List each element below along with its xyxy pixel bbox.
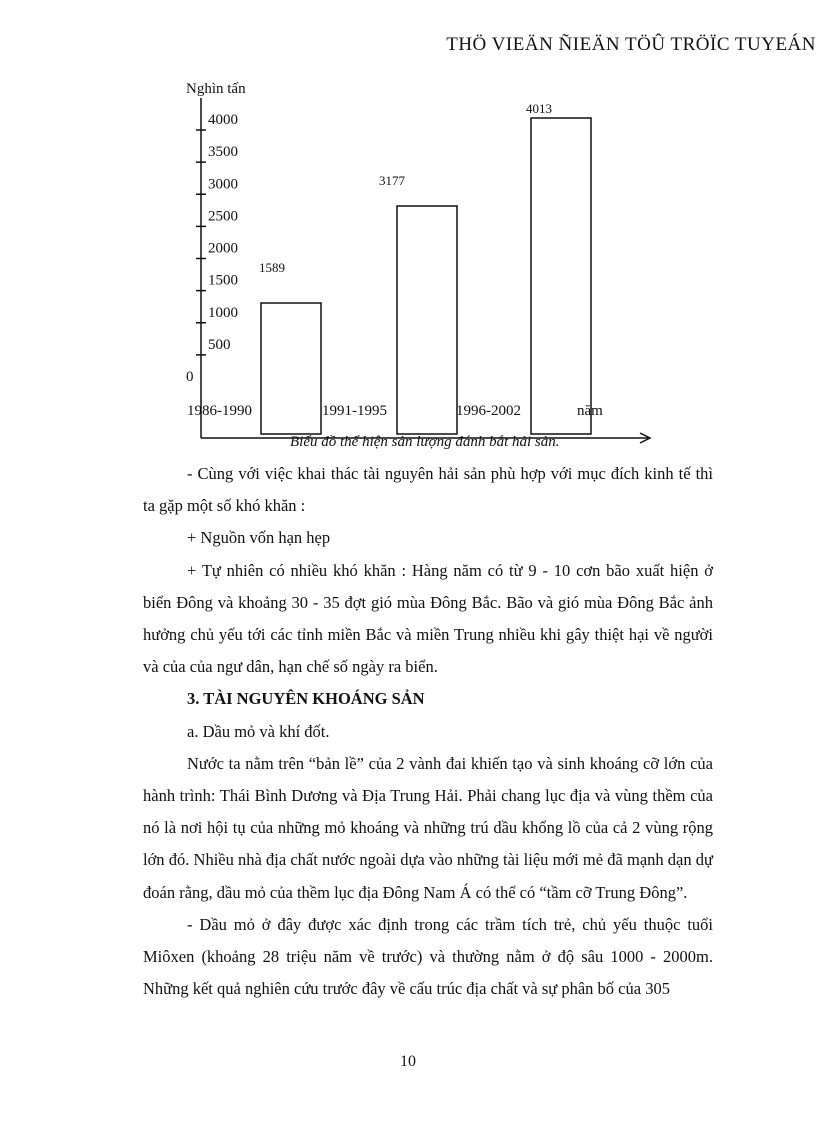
- bar: [397, 206, 457, 434]
- data-label: 3177: [379, 173, 405, 188]
- y-tick-label: 2500: [208, 208, 238, 225]
- y-tick-label: 500: [208, 336, 231, 353]
- body-text: [143, 458, 713, 1005]
- paragraph-oil: - Dầu mỏ ở đây được xác định trong các trầm tích trẻ, chủ yếu thuộc tuổi Miôxen (khoảng 28 triệu năm về trước) và thường nằm ở độ sâu 1000 - 2000m. Những kết quả nghiên cứu trước đây về cấu trúc địa chất và sự phân bố của 305: [143, 914, 713, 999]
- y-tick-label: 1000: [208, 304, 238, 321]
- page-number: 10: [400, 1053, 416, 1070]
- paragraph-geology: Nước ta nằm trên “bản lề” của 2 vành đai khiến tạo và sinh khoáng cỡ lớn của hành trình: Thái Bình Dương và Địa Trung Hải. Phải chang lục địa và vùng thềm của nó là nơi hội tụ của những mỏ khoáng và những trú dầu khổng lồ của cả 2 vùng rộng lớn đó. Nhiều nhà địa chất nước ngoài dựa vào những tài liệu mới mẻ đã mạnh dạn dự đoán rằng, dầu mỏ của thềm lục địa Đông Nam Á có thể có “tầm cỡ Trung Đông”.: [143, 753, 713, 902]
- y-tick-label: 3500: [208, 144, 238, 161]
- x-tick-label: 1996-2002: [456, 403, 521, 419]
- subsection-heading: a. Dầu mỏ và khí đốt.: [187, 721, 330, 741]
- y-tick-label: 2000: [208, 240, 238, 257]
- y-tick-label: 0: [186, 369, 194, 385]
- y-tick-label: 1500: [208, 272, 238, 289]
- x-tick-label: 1991-1995: [322, 403, 387, 419]
- x-axis-label: năm: [577, 403, 603, 419]
- paragraph-capital: + Nguồn vốn hạn hẹp: [187, 528, 331, 548]
- page-header: THÖ VIEÄN ÑIEÄN TÖÛ TRÖÏC TUYEÁN: [446, 34, 816, 55]
- bar-chart: [0, 0, 816, 460]
- bar: [531, 118, 591, 434]
- data-label: 1589: [259, 260, 285, 275]
- y-tick-label: 4000: [208, 112, 238, 128]
- bar: [261, 303, 321, 434]
- section-heading: 3. TÀI NGUYÊN KHOÁNG SẢN: [187, 689, 425, 709]
- y-tick-label: 3000: [208, 176, 238, 193]
- paragraph-difficulties: - Cùng với việc khai thác tài nguyên hải sản phù hợp với mục đích kinh tế thì ta gặp một số khó khăn :: [143, 464, 713, 516]
- paragraph-nature: + Tự nhiên có nhiều khó khăn : Hàng năm có từ 9 - 10 cơn bão xuất hiện ở biển Đông và khoảng 30 - 35 đợt gió mùa Đông Bắc. Bão và gió mùa Đông Bắc ảnh hưởng chủ yếu tới các tỉnh miền Bắc và miền Trung nhiều khi gây thiệt hại về người và của của ngư dân, hạn chế số ngày ra biển.: [143, 560, 713, 677]
- x-tick-label: 1986-1990: [187, 403, 252, 419]
- y-axis-label: Nghìn tấn: [186, 81, 246, 97]
- data-label: 4013: [526, 101, 552, 116]
- chart-caption: Biểu đồ thể hiện sản lượng đánh bắt hải sản.: [290, 434, 560, 450]
